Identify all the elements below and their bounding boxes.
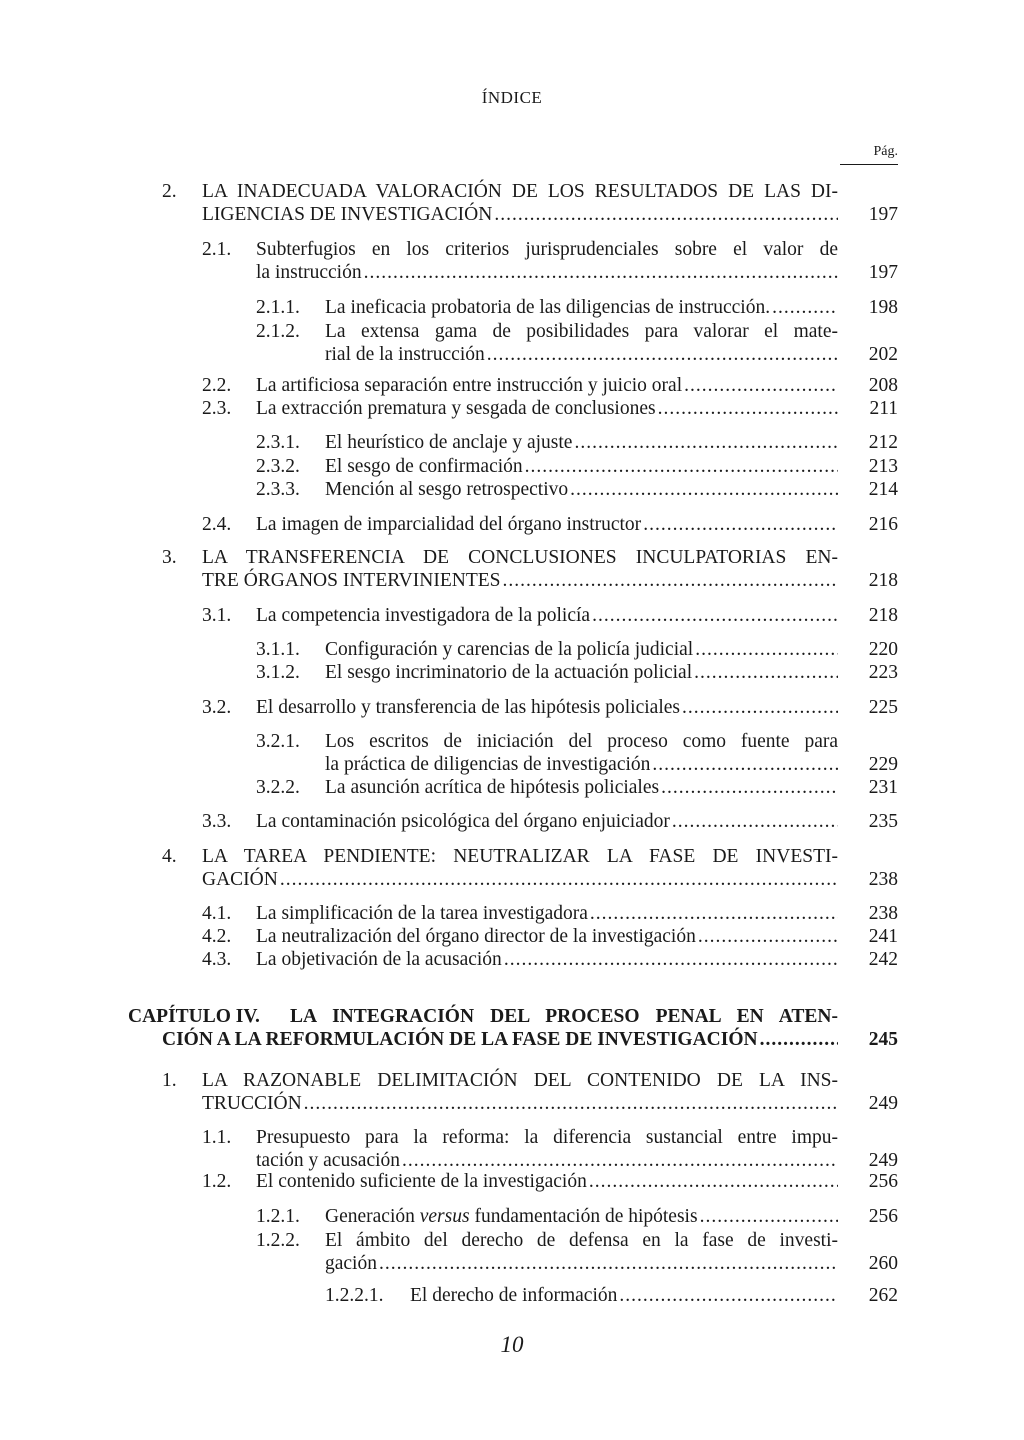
dot-leader <box>503 569 839 592</box>
toc-entry-number: 4. <box>162 846 177 867</box>
toc-entry-title-line: La extracción prematura y sesgada de conclusiones ..... <box>256 397 838 420</box>
toc-entry-title-line: El sesgo incriminatorio de la actuación policial ..... <box>325 661 838 684</box>
toc-entry-page-number: 260 <box>868 1253 898 1274</box>
toc-entry-title-line: tación y acusación ..... <box>256 1149 838 1172</box>
toc-entry-page-number: 197 <box>868 204 898 225</box>
toc-entry-number: 2. <box>162 181 177 202</box>
toc-entry-page-number: 218 <box>868 570 898 591</box>
toc-entry-number: 2.3.2. <box>256 456 300 477</box>
toc-entry-page-number: 223 <box>868 662 898 683</box>
dot-leader <box>280 868 838 891</box>
dot-leader <box>574 431 838 454</box>
toc-entry-page-number: 241 <box>868 926 898 947</box>
page-column-label: Pág. <box>840 144 898 165</box>
toc-entry-number: 4.2. <box>202 926 232 947</box>
toc-entry-title-line: El derecho de información ..... <box>410 1284 838 1307</box>
toc-entry-number: 1.2.2. <box>256 1230 300 1251</box>
toc-entry-number: 3.2. <box>202 697 232 718</box>
toc-entry-number: 1.2.2.1. <box>325 1285 384 1306</box>
dot-leader <box>379 1252 838 1275</box>
toc-entry-number: 4.1. <box>202 903 232 924</box>
dot-leader <box>504 948 838 971</box>
toc-entry-number: 1.2.1. <box>256 1206 300 1227</box>
dot-leader <box>772 296 838 319</box>
toc-entry-page-number: 212 <box>868 432 898 453</box>
toc-entry-number: 3.2.1. <box>256 731 300 752</box>
dot-leader <box>694 661 838 684</box>
toc-entry-title-line: LA TAREA PENDIENTE: NEUTRALIZAR LA FASE DE INVESTI- <box>202 846 838 867</box>
toc-entry-title-line: Los escritos de iniciación del proceso como fuente para <box>325 731 838 752</box>
dot-leader <box>402 1149 838 1172</box>
toc-entry-title-line: LA RAZONABLE DELIMITACIÓN DEL CONTENIDO DE LA INS- <box>202 1070 838 1091</box>
dot-leader <box>695 638 838 661</box>
toc-entry-page-number: 211 <box>869 398 898 419</box>
dot-leader <box>698 925 838 948</box>
toc-entry-number: 3.1.2. <box>256 662 300 683</box>
toc-entry-page-number: 242 <box>868 949 898 970</box>
toc-entry-number: 1.1. <box>202 1127 232 1148</box>
toc-entry-title-line: GACIÓN ..... <box>202 868 838 891</box>
toc-entry-number: 3.1.1. <box>256 639 300 660</box>
toc-entry-title-line: El desarrollo y transferencia de las hipótesis policiales ..... <box>256 696 838 719</box>
toc-entry-title-line: Mención al sesgo retrospectivo ..... <box>325 478 838 501</box>
toc-entry-number: 3. <box>162 547 177 568</box>
toc-entry-number: 2.2. <box>202 375 232 396</box>
toc-entry-page-number: 231 <box>868 777 898 798</box>
toc-entry-title-line: LA TRANSFERENCIA DE CONCLUSIONES INCULPATORIAS EN- <box>202 547 838 568</box>
toc-entry-title-line: Subterfugios en los criterios jurisprudenciales sobre el valor de <box>256 239 838 260</box>
dot-leader <box>643 513 838 536</box>
toc-entry-number: 2.3.1. <box>256 432 300 453</box>
dot-leader <box>570 478 838 501</box>
toc-entry-title-line: CIÓN A LA REFORMULACIÓN DE LA FASE DE INVESTIGACIÓN ..... <box>162 1028 838 1051</box>
toc-entry-page-number: 220 <box>868 639 898 660</box>
toc-entry-title-line: rial de la instrucción ..... <box>325 343 838 366</box>
toc-entry-page-number: 218 <box>868 605 898 626</box>
toc-entry-title-line: Presupuesto para la reforma: la diferencia sustancial entre impu- <box>256 1127 838 1148</box>
toc-entry-title-line: La artificiosa separación entre instrucción y juicio oral ..... <box>256 374 838 397</box>
toc-entry-number: 3.3. <box>202 811 232 832</box>
toc-entry-page-number: 208 <box>868 375 898 396</box>
running-head: ÍNDICE <box>481 88 543 107</box>
dot-leader <box>652 753 838 776</box>
toc-entry-page-number: 202 <box>868 344 898 365</box>
dot-leader <box>661 776 838 799</box>
toc-entry-page-number: 238 <box>868 903 898 924</box>
toc-entry-title-line: LA INTEGRACIÓN DEL PROCESO PENAL EN ATEN- <box>290 1006 838 1027</box>
toc-entry-title-line: la práctica de diligencias de investigación ..... <box>325 753 838 776</box>
dot-leader <box>658 397 838 420</box>
toc-entry-number: 2.1. <box>202 239 232 260</box>
toc-entry-title-line: El heurístico de anclaje y ajuste ..... <box>325 431 838 454</box>
toc-entry-title-line: LIGENCIAS DE INVESTIGACIÓN ..... <box>202 203 838 226</box>
toc-entry-number: 1.2. <box>202 1171 232 1192</box>
toc-entry-title-line: Configuración y carencias de la policía judicial ..... <box>325 638 838 661</box>
dot-leader <box>684 374 838 397</box>
toc-entry-number: 2.1.1. <box>256 297 300 318</box>
toc-entry-title-line: La asunción acrítica de hipótesis policiales ..... <box>325 776 838 799</box>
toc-entry-title-line: TRUCCIÓN ..... <box>202 1092 838 1115</box>
toc-entry-title-line: El contenido suficiente de la investigación ..... <box>256 1170 838 1193</box>
toc-entry-title-line: TRE ÓRGANOS INTERVINIENTES ..... <box>202 569 838 592</box>
toc-entry-page-number: 225 <box>868 697 898 718</box>
dot-leader <box>619 1284 838 1307</box>
toc-entry-page-number: 216 <box>868 514 898 535</box>
toc-entry-number: 2.3. <box>202 398 232 419</box>
toc-entry-title-line: La objetivación de la acusación ..... <box>256 948 838 971</box>
toc-entry-page-number: 256 <box>868 1171 898 1192</box>
toc-entry-page-number: 249 <box>868 1150 898 1171</box>
toc-entry-number: 4.3. <box>202 949 232 970</box>
dot-leader <box>304 1092 838 1115</box>
toc-entry-number: 2.3.3. <box>256 479 300 500</box>
toc-entry-number: 1. <box>162 1070 177 1091</box>
toc-entry-number: 2.4. <box>202 514 232 535</box>
page-folio: 10 <box>500 1332 524 1357</box>
toc-entry-title-line: La ineficacia probatoria de las diligencias de instrucción. ..... <box>325 296 838 319</box>
dot-leader <box>590 902 838 925</box>
dot-leader <box>589 1170 838 1193</box>
dot-leader <box>672 810 838 833</box>
toc-entry-page-number: 214 <box>868 479 898 500</box>
dot-leader <box>682 696 838 719</box>
toc-entry-title-line: la instrucción ..... <box>256 261 838 284</box>
toc-entry-page-number: 198 <box>868 297 898 318</box>
dot-leader <box>592 604 838 627</box>
toc-entry-page-number: 213 <box>868 456 898 477</box>
dot-leader <box>364 261 838 284</box>
toc-entry-page-number: 235 <box>868 811 898 832</box>
toc-entry-title-line: La imagen de imparcialidad del órgano instructor ..... <box>256 513 838 536</box>
toc-entry-title-line: El sesgo de confirmación ..... <box>325 455 838 478</box>
toc-entry-page-number: 197 <box>868 262 898 283</box>
toc-entry-title-line: El ámbito del derecho de defensa en la fase de investi- <box>325 1230 838 1251</box>
toc-entry-page-number: 245 <box>868 1029 898 1050</box>
toc-entry-title-line: gación ..... <box>325 1252 838 1275</box>
toc-entry-title-line: La extensa gama de posibilidades para valorar el mate- <box>325 321 838 342</box>
toc-entry-title-line: LA INADECUADA VALORACIÓN DE LOS RESULTADOS DE LAS DI- <box>202 181 838 202</box>
toc-entry-page-number: 229 <box>868 754 898 775</box>
toc-entry-number: CAPÍTULO IV. <box>128 1006 260 1027</box>
dot-leader <box>525 455 838 478</box>
toc-entry-page-number: 256 <box>868 1206 898 1227</box>
toc-entry-page-number: 249 <box>868 1093 898 1114</box>
dot-leader <box>487 343 838 366</box>
dot-leader <box>700 1205 838 1228</box>
toc-entry-page-number: 238 <box>868 869 898 890</box>
toc-entry-number: 3.2.2. <box>256 777 300 798</box>
dot-leader <box>494 203 838 226</box>
toc-entry-number: 2.1.2. <box>256 321 300 342</box>
toc-entry-page-number: 262 <box>868 1285 898 1306</box>
toc-entry-title-line: La competencia investigadora de la policía ..... <box>256 604 838 627</box>
dot-leader <box>760 1028 838 1051</box>
toc-entry-title-line: La contaminación psicológica del órgano enjuiciador ..... <box>256 810 838 833</box>
toc-entry-title-line: La neutralización del órgano director de la investigación ..... <box>256 925 838 948</box>
toc-entry-number: 3.1. <box>202 605 232 626</box>
toc-entry-title-line: Generación versus fundamentación de hipótesis ..... <box>325 1205 838 1228</box>
toc-entry-title-line: La simplificación de la tarea investigadora ..... <box>256 902 838 925</box>
